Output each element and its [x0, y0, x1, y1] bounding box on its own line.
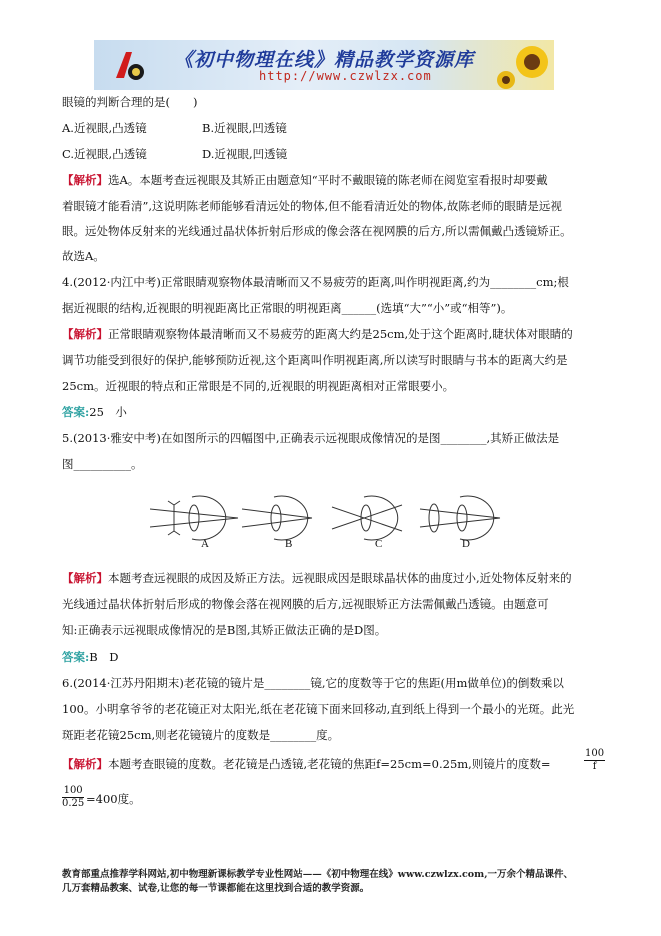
explanation-tag: 【解析】 [62, 173, 108, 187]
q5-explanation-line-3: 知:正确表示远视眼成像情况的是B图,其矫正做法正确的是D图。 [62, 623, 387, 637]
figure-label-d: D [462, 538, 470, 550]
q3-explanation-line-2: 着眼镜才能看清”,这说明陈老师能够看清远处的物体,但不能看清近处的物体,故陈老师的眼睛是远视 [62, 199, 562, 213]
q3-option-c: C.近视眼,凸透镜 [62, 147, 147, 161]
q4-explanation-line-1: 【解析】正常眼睛观察物体最清晰而又不易疲劳的距离大约是25cm,处于这个距离时,睫状体对眼睛的 [62, 327, 573, 341]
header-banner [94, 40, 554, 90]
q5-answer: 答案:B D [62, 650, 119, 664]
banner-url[interactable]: http://www.czwlzx.com [259, 69, 432, 83]
page-footer [62, 868, 573, 896]
explanation-tag: 【解析】 [62, 757, 108, 771]
fraction-100-over-0-25: $\frac{100}{0.25}$ [62, 785, 85, 809]
q3-explanation-line-3: 眼。远处物体反射来的光线通过晶状体折射后形成的像会落在视网膜的后方,所以需佩戴凸透镜矫正。 [62, 224, 572, 238]
diagram-d-eye-with-convex-lens [420, 496, 500, 540]
q4-explanation-line-3: 25cm。近视眼的特点和正常眼是不同的,近视眼的明视距离相对正常眼要小。 [62, 379, 455, 393]
q6-stem-line-3: 斑距老花镜25cm,则老花镜镜片的度数是________度。 [62, 728, 340, 742]
q4-stem-line-2: 据近视眼的结构,近视眼的明视距离比正常眼的明视距离______(选填“大”“小”或“相等”)。 [62, 301, 513, 315]
q3-option-b: B.近视眼,凹透镜 [202, 121, 287, 135]
q6-explanation-result: =400度。 [86, 792, 141, 806]
banner-title: 《初中物理在线》精品教学资源库 [174, 49, 475, 71]
q3-stem: 眼镜的判断合理的是( ) [62, 95, 198, 109]
q5-stem-line-2: 图__________。 [62, 457, 143, 471]
q3-option-d: D.近视眼,凹透镜 [202, 147, 288, 161]
q6-stem-line-2: 100。小明拿爷爷的老花镜正对太阳光,纸在老花镜下面来回移动,直到纸上得到一个最小的光斑。此光 [62, 702, 575, 716]
diagram-b-eye [242, 496, 312, 540]
q4-answer: 答案:25 小 [62, 405, 127, 419]
q5-explanation-line-2: 光线通过晶状体折射后形成的物像会落在视网膜的后方,远视眼矫正方法需佩戴凸透镜。由题意可 [62, 597, 549, 611]
footer-line-1: 教育部重点推荐学科网站,初中物理新课标教学专业性网站——《初中物理在线》www.czwlzx.com,一万余个精品课件、 [62, 869, 574, 880]
explanation-tag: 【解析】 [62, 327, 108, 341]
q5-stem-line-1: 5.(2013·雅安中考)在如图所示的四幅图中,正确表示远视眼成像情况的是图________,其矫正做法是 [62, 431, 560, 445]
diagram-a-eye-with-concave-lens [150, 496, 238, 540]
figure-label-b: B [285, 538, 293, 550]
footer-line-2: 几万套精品教案、试卷,让您的每一节课都能在这里找到合适的教学资源。 [62, 883, 370, 894]
answer-tag: 答案: [62, 650, 90, 664]
q3-explanation-line-4: 故选A。 [62, 249, 105, 263]
q3-option-a: A.近视眼,凸透镜 [62, 121, 147, 135]
explanation-tag: 【解析】 [62, 571, 108, 585]
q6-stem-line-1: 6.(2014·江苏丹阳期末)老花镜的镜片是________镜,它的度数等于它的焦距(用m做单位)的倒数乘以 [62, 676, 564, 690]
figure-label-c: C [375, 538, 383, 550]
q6-explanation-line-1: 【解析】本题考查眼镜的度数。老花镜是凸透镜,老花镜的焦距f=25cm=0.25m,则镜片的度数= [62, 757, 551, 771]
fraction-100-over-f: $\frac{100}{f}$ [585, 748, 605, 772]
q3-explanation-line-1: 【解析】选A。本题考查远视眼及其矫正由题意知“平时不戴眼镜的陈老师在阅览室看报时却要戴 [62, 173, 548, 187]
q4-stem-line-1: 4.(2012·内江中考)正常眼睛观察物体最清晰而又不易疲劳的距离,叫作明视距离,约为________cm;根 [62, 275, 569, 289]
site-logo-icon [112, 46, 146, 84]
answer-tag: 答案: [62, 405, 90, 419]
q5-explanation-line-1: 【解析】本题考查远视眼的成因及矫正方法。远视眼成因是眼球晶状体的曲度过小,近处物体反射来的 [62, 571, 572, 585]
figure-label-a: A [201, 538, 209, 550]
sunflower-icon [494, 40, 554, 90]
q4-explanation-line-2: 调节功能受到很好的保护,能够预防近视,这个距离叫作明视距离,所以读写时眼睛与书本的距离大约是 [62, 353, 568, 367]
diagram-c-eye [332, 496, 402, 540]
